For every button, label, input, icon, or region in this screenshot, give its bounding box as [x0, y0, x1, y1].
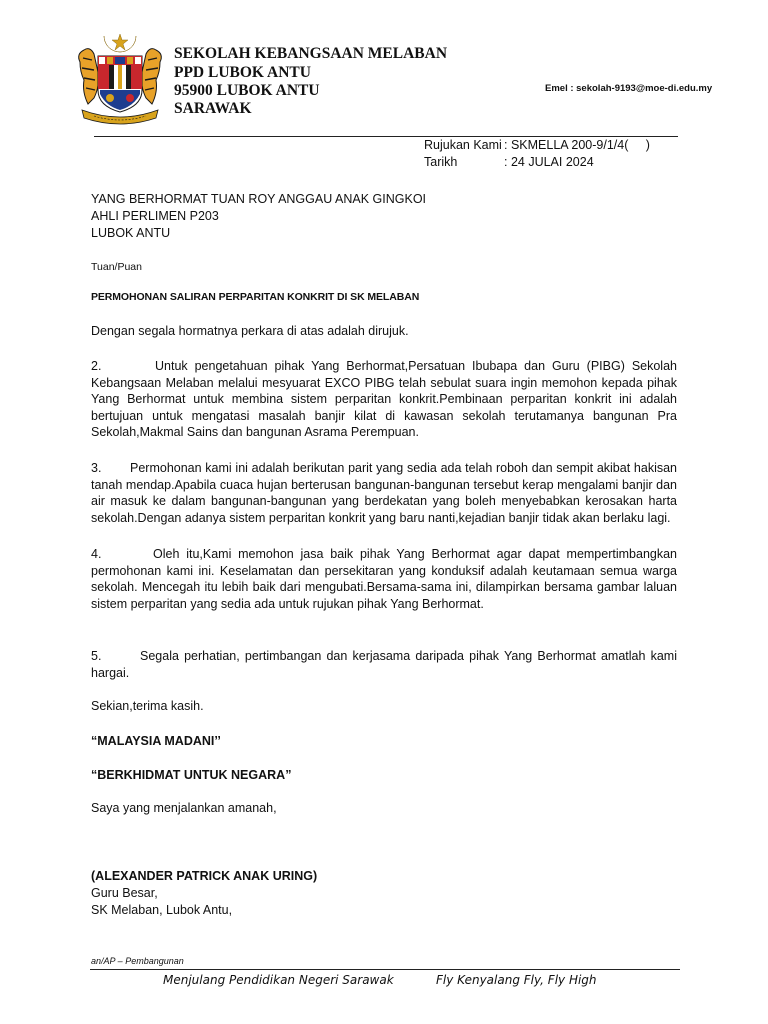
slogan-berkhidmat: “BERKHIDMAT UNTUK NEGARA” — [91, 768, 292, 782]
recipient-location: LUBOK ANTU — [91, 226, 171, 240]
signer-position: Guru Besar, — [91, 886, 158, 900]
paragraph-3-number: 3. — [91, 461, 102, 475]
paragraph-3 — [91, 460, 677, 526]
salutation: Tuan/Puan — [91, 261, 142, 273]
paragraph-4-text: Oleh itu,Kami memohon jasa baik pihak Yang Berhormat agar dapat mempertimbangkan permohonan kami ini. Keselamatan dan persekitaran yang konduksif adalah keutamaan semua warga sekolah. Mencegah itu lebih baik dari mengubati.Bersama-sama ini, dilampirkan bersama gambar laluan sistem perparitan yang sedia ada untuk rujukan pihak Yang Berhormat. — [91, 547, 677, 611]
paragraph-2-number: 2. — [91, 359, 102, 373]
school-district: PPD LUBOK ANTU — [174, 64, 311, 81]
slogan-malaysia-madani: “MALAYSIA MADANI’’ — [91, 734, 221, 748]
letter-subject: PERMOHONAN SALIRAN PERPARITAN KONKRIT DI SK MELABAN — [91, 291, 420, 303]
recipient-name: YANG BERHORMAT TUAN ROY ANGGAU ANAK GINGKOI — [91, 192, 427, 206]
signer-name: (ALEXANDER PATRICK ANAK URING) — [91, 869, 318, 883]
paragraph-2 — [91, 358, 677, 441]
signer-school: SK Melaban, Lubok Antu, — [91, 903, 233, 917]
reference-value: : SKMELLA 200-9/1/4( ) — [504, 138, 650, 152]
footer-motto-right: Fly Kenyalang Fly, Fly High — [436, 973, 597, 987]
school-name: SEKOLAH KEBANGSAAN MELABAN — [174, 45, 448, 62]
paragraph-3-text: Permohonan kami ini adalah berikutan parit yang sedia ada telah roboh dan sempit akibat hakisan tanah mendap.Apabila cuaca hujan berterusan bangunan-bangunan tersebut kerap mengalami banjir dan air masuk ke dalam bangunan-bangunan yang berdekatan yang boleh menyebabkan kerosakan harta sekolah.Dengan adanya sistem perparitan konkrit yang baru nanti,kejadian banjir tidak akan berlaku lagi. — [91, 461, 677, 525]
paragraph-2-text: Untuk pengetahuan pihak Yang Berhormat,Persatuan Ibubapa dan Guru (PIBG) Sekolah Kebangsaan Melaban melalui mesyuarat EXCO PIBG telah sebulat suara ingin memohon kepada pihak Yang Berhormat untuk membina sistem perparitan konkrit.Pembinaan perparitan konkrit ini adalah bertujuan untuk mengatasi masalah banjir kilat di kawasan sekolah terutamanya bangunan Pra Sekolah,Makmal Sains dan bangunan Asrama Perempuan. — [91, 359, 677, 439]
paragraph-5 — [91, 648, 677, 681]
reference-label: Rujukan Kami — [424, 138, 502, 152]
school-postcode: 95900 LUBOK ANTU — [174, 82, 320, 99]
footer-divider — [90, 969, 680, 970]
date-label: Tarikh — [424, 155, 458, 169]
reference-footnote: an/AP – Pembangunan — [91, 956, 184, 966]
paragraph-4 — [91, 546, 677, 612]
reference-line — [424, 138, 650, 152]
closing-trust: Saya yang menjalankan amanah, — [91, 801, 277, 815]
paragraph-4-number: 4. — [91, 547, 102, 561]
date-line — [424, 155, 594, 169]
school-email: Emel : sekolah-9193@moe-di.edu.my — [545, 83, 713, 94]
malaysia-coat-of-arms-icon — [74, 32, 166, 126]
date-value: : 24 JULAI 2024 — [504, 155, 594, 169]
footer-motto-left: Menjulang Pendidikan Negeri Sarawak — [163, 973, 394, 987]
paragraph-1: Dengan segala hormatnya perkara di atas adalah dirujuk. — [91, 324, 409, 338]
recipient-title: AHLI PERLIMEN P203 — [91, 209, 219, 223]
school-state: SARAWAK — [174, 100, 252, 117]
paragraph-5-number: 5. — [91, 649, 102, 663]
header-divider — [94, 136, 678, 137]
paragraph-5-text: Segala perhatian, pertimbangan dan kerjasama daripada pihak Yang Berhormat amatlah kami hargai. — [91, 649, 677, 680]
closing-thanks: Sekian,terima kasih. — [91, 699, 204, 713]
